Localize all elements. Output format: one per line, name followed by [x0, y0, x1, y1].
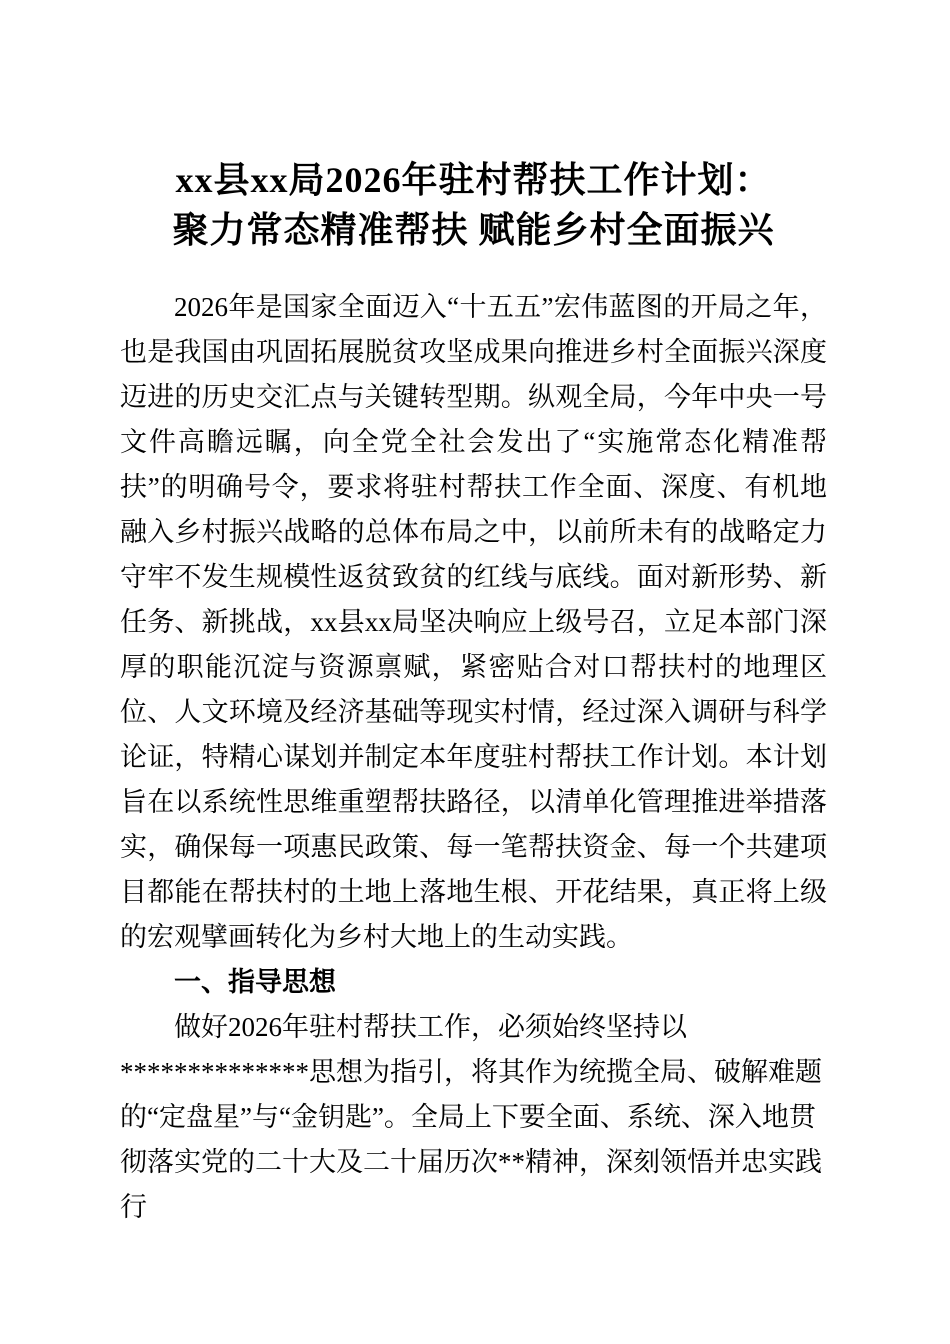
section-heading-guiding-ideology: 一、指导思想 — [174, 967, 336, 997]
paragraph-guiding-ideology: 做好2026年驻村帮扶工作，必须始终坚持以**************思想为指引，将其作为统揽全局、破解难题的“定盘星”与“金钥匙”。全局上下要全面、系统、深入地贯彻落实党的二十大及二十届历次**精神，深刻领悟并忠实践行 — [120, 1012, 822, 1222]
document-title — [120, 155, 827, 255]
document-title-line-2: 聚力常态精准帮扶 赋能乡村全面振兴 — [172, 210, 775, 250]
document-title-line-1: xx县xx局2026年驻村帮扶工作计划： — [175, 160, 772, 200]
paragraph-intro: 2026年是国家全面迈入“十五五”宏伟蓝图的开局之年，也是我国由巩固拓展脱贫攻坚成果向推进乡村全面振兴深度迈进的历史交汇点与关键转型期。纵观全局，今年中央一号文件高瞻远瞩，向全党全社会发出了“实施常态化精准帮扶”的明确号令，要求将驻村帮扶工作全面、深度、有机地融入乡村振兴战略的总体布局之中，以前所未有的战略定力守牢不发生规模性返贫致贫的红线与底线。面对新形势、新任务、新挑战，xx县xx局坚决响应上级号召，立足本部门深厚的职能沉淀与资源禀赋，紧密贴合对口帮扶村的地理区位、人文环境及经济基础等现实村情，经过深入调研与科学论证，特精心谋划并制定本年度驻村帮扶工作计划。本计划旨在以系统性思维重塑帮扶路径，以清单化管理推进举措落实，确保每一项惠民政策、每一笔帮扶资金、每一个共建项目都能在帮扶村的土地上落地生根、开花结果，真正将上级的宏观擘画转化为乡村大地上的生动实践。 — [120, 292, 827, 952]
